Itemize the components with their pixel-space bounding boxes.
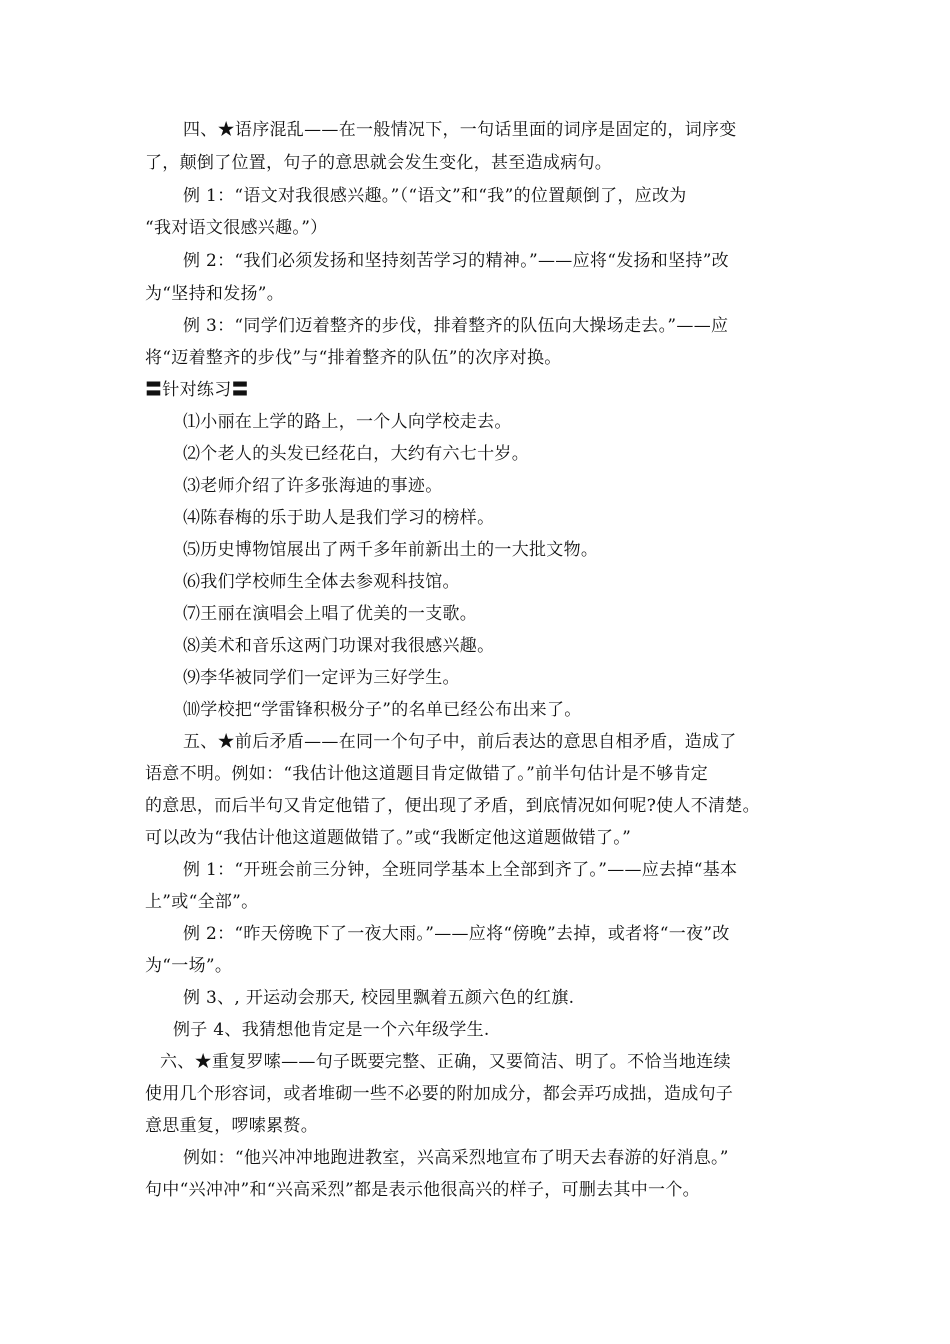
text-line: 例 1：“语文对我很感兴趣。”（“语文”和“我”的位置颠倒了，应改为 [183,186,687,206]
text-line: 六、★重复罗嗦——句子既要完整、正确，又要简洁、明了。不恰当地连续 [160,1052,731,1072]
text-line: 为“一场”。 [145,956,233,976]
exercise-item: ⑼李华被同学们一定评为三好学生。 [183,668,460,688]
text-line: 例 3：“同学们迈着整齐的步伐，排着整齐的队伍向大操场走去。”——应 [183,316,729,336]
text-line: 将“迈着整齐的步伐”与“排着整齐的队伍”的次序对换。 [145,348,562,368]
text-line: 为“坚持和发扬”。 [145,284,285,304]
text-line: “我对语文很感兴趣。”） [145,218,328,238]
text-line: 了，颠倒了位置，句子的意思就会发生变化，甚至造成病句。 [145,153,613,173]
exercise-item: ⑺王丽在演唱会上唱了优美的一支歌。 [183,604,478,624]
text-line: 例子 4、我猜想他肯定是一个六年级学生. [173,1020,490,1040]
text-line: 五、★前后矛盾——在同一个句子中，前后表达的意思自相矛盾，造成了 [183,732,737,752]
text-line: 的意思，而后半句又肯定他错了，便出现了矛盾，到底情况如何呢?使人不清楚。 [145,796,760,816]
exercise-item: ⑷陈春梅的乐于助人是我们学习的榜样。 [183,508,495,528]
exercise-item: ⑸历史博物馆展出了两千多年前新出土的一大批文物。 [183,540,599,560]
exercise-item: ⑻美术和音乐这两门功课对我很感兴趣。 [183,636,495,656]
text-line: 语意不明。例如：“我估计他这道题目肯定做错了。”前半句估计是不够肯定 [145,764,709,784]
exercise-item: ⑽学校把“学雷锋积极分子”的名单已经公布出来了。 [183,700,582,720]
text-line: 可以改为“我估计他这道题做错了。”或“我断定他这道题做错了。” [145,828,632,848]
text-line: 四、★语序混乱——在一般情况下，一句话里面的词序是固定的，词序变 [183,120,737,140]
text-line: 句中“兴冲冲”和“兴高采烈”都是表示他很高兴的样子，可删去其中一个。 [145,1180,700,1200]
text-line: 例 1：“开班会前三分钟，全班同学基本上全部到齐了。”——应去掉“基本 [183,860,738,880]
section-heading: 〓针对练习〓 [145,380,249,400]
text-line: 意思重复，啰嗦累赘。 [145,1116,318,1136]
exercise-item: ⑶老师介绍了许多张海迪的事迹。 [183,476,443,496]
exercise-item: ⑴小丽在上学的路上，一个人向学校走去。 [183,412,512,432]
text-line: 例如：“他兴冲冲地跑进教室，兴高采烈地宣布了明天去春游的好消息。” [183,1148,729,1168]
text-line: 例 2：“我们必须发扬和坚持刻苦学习的精神。”——应将“发扬和坚持”改 [183,251,729,271]
text-line: 使用几个形容词，或者堆砌一些不必要的附加成分，都会弄巧成拙，造成句子 [145,1084,734,1104]
exercise-item: ⑵个老人的头发已经花白，大约有六七十岁。 [183,444,529,464]
text-line: 例 2：“昨天傍晚下了一夜大雨。”——应将“傍晚”去掉，或者将“一夜”改 [183,924,730,944]
exercise-item: ⑹我们学校师生全体去参观科技馆。 [183,572,460,592]
text-line: 例 3、, 开运动会那天, 校园里飘着五颜六色的红旗. [183,988,575,1008]
text-line: 上”或“全部”。 [145,892,259,912]
